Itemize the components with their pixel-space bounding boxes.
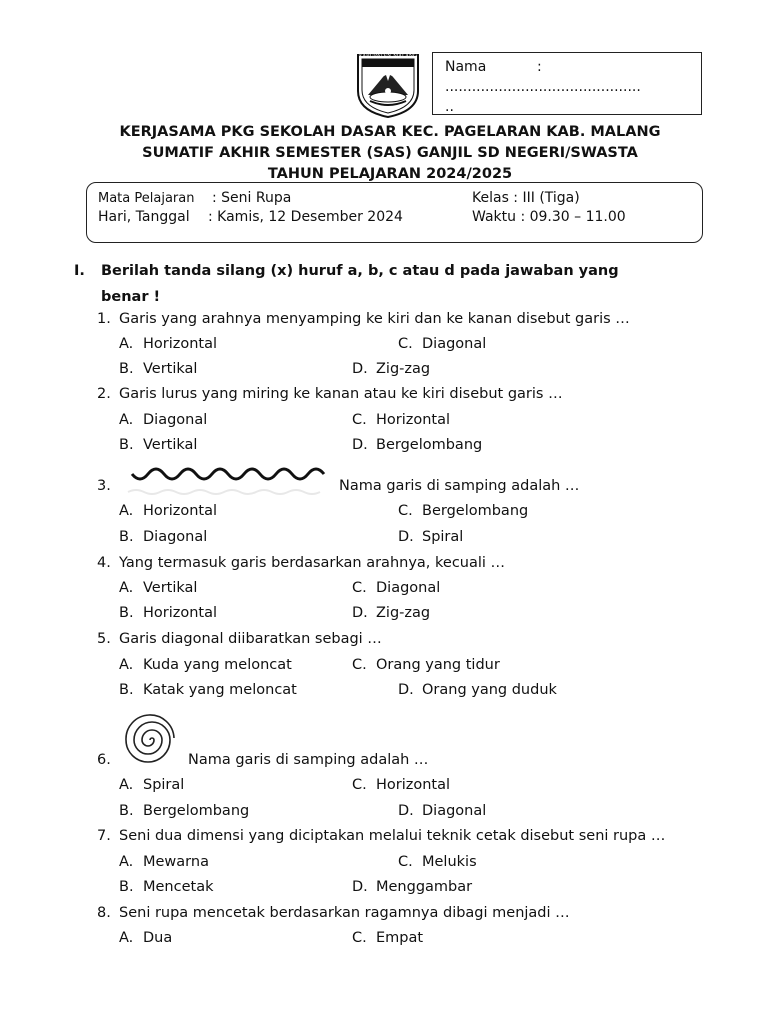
subject-label: Mata Pelajaran xyxy=(98,191,195,206)
question-number: 4. xyxy=(97,555,111,571)
question-text: Nama garis di samping adalah … xyxy=(188,752,429,768)
option-4d[interactable] xyxy=(352,605,430,621)
option-text: Vertikal xyxy=(143,361,198,377)
option-letter: D. xyxy=(352,879,368,895)
option-text: Vertikal xyxy=(143,580,198,596)
header-line-3: TAHUN PELAJARAN 2024/2025 xyxy=(267,166,513,182)
logo-text: KABUPATEN MALANG xyxy=(358,53,418,59)
option-5a[interactable] xyxy=(119,657,292,673)
option-text: Bergelombang xyxy=(376,437,483,453)
option-1a[interactable] xyxy=(119,336,217,352)
question-7 xyxy=(0,828,768,848)
option-letter: B. xyxy=(119,605,134,621)
option-letter: A. xyxy=(119,657,134,673)
option-text: Zig-zag xyxy=(376,361,431,377)
option-text: Dua xyxy=(143,930,173,946)
question-number: 8. xyxy=(97,905,111,921)
question-number: 7. xyxy=(97,828,111,844)
header-line-2: SUMATIF AKHIR SEMESTER (SAS) GANJIL SD NEGERI/SWASTA xyxy=(142,145,638,161)
option-letter: B. xyxy=(119,529,134,545)
option-6b[interactable] xyxy=(119,803,249,819)
option-5b[interactable] xyxy=(119,682,297,698)
option-text: Diagonal xyxy=(143,412,208,428)
option-text: Mewarna xyxy=(143,854,209,870)
option-letter: A. xyxy=(119,412,134,428)
option-text: Horizontal xyxy=(143,503,218,519)
option-letter: B. xyxy=(119,361,134,377)
option-text: Katak yang meloncat xyxy=(143,682,297,698)
question-text: Yang termasuk garis berdasarkan arahnya, kecuali … xyxy=(119,555,506,571)
option-text: Kuda yang meloncat xyxy=(143,657,292,673)
option-letter: D. xyxy=(352,605,368,621)
option-3b[interactable] xyxy=(119,529,207,545)
question-number: 1. xyxy=(97,311,111,327)
option-text: Orang yang tidur xyxy=(376,657,500,673)
exam-info-box xyxy=(86,182,703,243)
question-text: Garis lurus yang miring ke kanan atau ke kiri disebut garis … xyxy=(119,386,563,402)
option-text: Bergelombang xyxy=(143,803,250,819)
option-letter: A. xyxy=(119,854,134,870)
option-8a[interactable] xyxy=(119,930,172,946)
question-5 xyxy=(0,631,768,651)
question-8 xyxy=(0,905,768,925)
option-8c[interactable] xyxy=(352,930,423,946)
option-6a[interactable] xyxy=(119,777,184,793)
option-letter: A. xyxy=(119,777,134,793)
option-text: Empat xyxy=(376,930,424,946)
option-4b[interactable] xyxy=(119,605,217,621)
option-text: Horizontal xyxy=(376,777,451,793)
name-colon: : xyxy=(537,59,542,75)
option-3a[interactable] xyxy=(119,503,217,519)
option-6c[interactable] xyxy=(352,777,450,793)
name-label: Nama xyxy=(445,59,487,75)
date-label: Hari, Tanggal xyxy=(98,209,190,225)
exam-header xyxy=(60,122,720,185)
option-letter: B. xyxy=(119,803,134,819)
option-7a[interactable] xyxy=(119,854,209,870)
option-letter: A. xyxy=(119,580,134,596)
wavy-line-image xyxy=(118,464,330,500)
option-text: Diagonal xyxy=(422,803,487,819)
section-number: I. xyxy=(74,263,85,279)
option-letter: C. xyxy=(352,930,367,946)
name-box xyxy=(432,52,702,115)
option-letter: C. xyxy=(352,580,367,596)
option-5d[interactable] xyxy=(398,682,557,698)
option-7d[interactable] xyxy=(352,879,472,895)
option-letter: C. xyxy=(352,412,367,428)
option-2b[interactable] xyxy=(119,437,197,453)
option-letter: C. xyxy=(352,777,367,793)
option-text: Diagonal xyxy=(376,580,441,596)
question-number: 3. xyxy=(97,478,111,494)
question-number: 6. xyxy=(97,752,111,768)
option-1b[interactable] xyxy=(119,361,197,377)
question-2 xyxy=(0,386,768,406)
question-3 xyxy=(0,478,768,498)
option-text: Melukis xyxy=(422,854,477,870)
question-text: Nama garis di samping adalah … xyxy=(339,478,580,494)
option-letter: D. xyxy=(398,682,414,698)
class-info: Kelas : III (Tiga) xyxy=(472,190,580,206)
option-text: Spiral xyxy=(143,777,185,793)
question-number: 2. xyxy=(97,386,111,402)
option-7c[interactable] xyxy=(398,854,477,870)
option-5c[interactable] xyxy=(352,657,500,673)
option-4a[interactable] xyxy=(119,580,197,596)
question-text: Seni dua dimensi yang diciptakan melalui teknik cetak disebut seni rupa … xyxy=(119,828,666,844)
name-dotted-line-2: .. xyxy=(445,99,454,115)
option-2c[interactable] xyxy=(352,412,450,428)
option-text: Horizontal xyxy=(143,336,218,352)
question-4 xyxy=(0,555,768,575)
question-text: Garis diagonal diibaratkan sebagi … xyxy=(119,631,382,647)
option-letter: D. xyxy=(398,529,414,545)
header-line-1: KERJASAMA PKG SEKOLAH DASAR KEC. PAGELARAN KAB. MALANG xyxy=(119,124,661,140)
question-text: Seni rupa mencetak berdasarkan ragamnya dibagi menjadi … xyxy=(119,905,570,921)
option-text: Horizontal xyxy=(143,605,218,621)
option-letter: A. xyxy=(119,503,134,519)
date-value: : Kamis, 12 Desember 2024 xyxy=(208,209,403,225)
option-text: Orang yang duduk xyxy=(422,682,557,698)
option-letter: B. xyxy=(119,437,134,453)
question-number: 5. xyxy=(97,631,111,647)
name-dotted-line[interactable]: ............................................ xyxy=(445,79,641,95)
option-text: Horizontal xyxy=(376,412,451,428)
option-text: Bergelombang xyxy=(422,503,529,519)
option-6d[interactable] xyxy=(398,803,486,819)
option-3d[interactable] xyxy=(398,529,463,545)
option-letter: C. xyxy=(398,336,413,352)
option-letter: B. xyxy=(119,879,134,895)
question-text: Garis yang arahnya menyamping ke kiri dan ke kanan disebut garis … xyxy=(119,311,630,327)
option-letter: C. xyxy=(352,657,367,673)
option-1d[interactable] xyxy=(352,361,430,377)
option-2d[interactable] xyxy=(352,437,482,453)
option-text: Diagonal xyxy=(422,336,487,352)
option-text: Mencetak xyxy=(143,879,214,895)
time-info: Waktu : 09.30 – 11.00 xyxy=(472,209,626,225)
option-7b[interactable] xyxy=(119,879,213,895)
option-1c[interactable] xyxy=(398,336,486,352)
question-6 xyxy=(0,752,768,772)
option-letter: C. xyxy=(398,854,413,870)
option-text: Menggambar xyxy=(376,879,473,895)
option-letter: A. xyxy=(119,336,134,352)
question-1 xyxy=(0,311,768,331)
option-text: Diagonal xyxy=(143,529,208,545)
option-4c[interactable] xyxy=(352,580,440,596)
option-3c[interactable] xyxy=(398,503,528,519)
subject-value: : Seni Rupa xyxy=(212,190,292,206)
option-letter: B. xyxy=(119,682,134,698)
kabupaten-malang-logo xyxy=(354,51,422,119)
option-letter: D. xyxy=(352,361,368,377)
option-letter: A. xyxy=(119,930,134,946)
option-letter: D. xyxy=(352,437,368,453)
option-text: Vertikal xyxy=(143,437,198,453)
option-letter: C. xyxy=(398,503,413,519)
instruction-line-2: benar ! xyxy=(101,289,161,305)
instruction-line-1: Berilah tanda silang (x) huruf a, b, c atau d pada jawaban yang xyxy=(101,263,619,279)
option-text: Zig-zag xyxy=(376,605,431,621)
option-letter: D. xyxy=(398,803,414,819)
option-text: Spiral xyxy=(422,529,464,545)
option-2a[interactable] xyxy=(119,412,207,428)
